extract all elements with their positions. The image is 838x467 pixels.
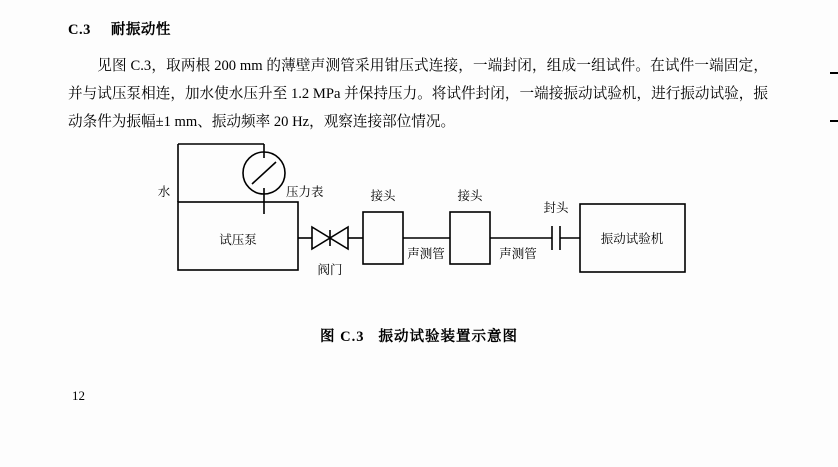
figure-caption-title: 振动试验装置示意图 bbox=[378, 329, 518, 345]
label-sonic-tube-2: 声测管 bbox=[499, 247, 537, 261]
label-joint-2: 接头 bbox=[457, 189, 483, 203]
label-vibration-machine: 振动试验机 bbox=[600, 232, 664, 246]
body-paragraph: 见图 C.3，取两根 200 mm 的薄壁声测管采用钳压式连接，一端封闭，组成一组试件。在试件一端固定，并与试压泵相连，加水使水压升至 1.2 MPa 并保持压力。将试件封闭，一端接振动试验机，进行振动试验，振动条件为振幅±1 mm、振动频率 20 Hz，观察连接部位情况。 bbox=[68, 58, 768, 130]
section-heading bbox=[68, 18, 171, 39]
page-edge-mark-middle bbox=[830, 120, 838, 122]
figure-caption bbox=[0, 325, 838, 346]
label-pressure-gauge: 压力表 bbox=[286, 185, 324, 199]
section-title: 耐振动性 bbox=[110, 22, 171, 38]
label-cap: 封头 bbox=[543, 201, 569, 215]
label-water: 水 bbox=[157, 185, 171, 199]
label-pressure-pump: 试压泵 bbox=[219, 233, 257, 247]
figure-diagram bbox=[120, 126, 720, 316]
label-sonic-tube-1: 声测管 bbox=[407, 247, 445, 261]
figure-caption-number: 图 C.3 bbox=[320, 329, 365, 345]
section-number: C.3 bbox=[68, 22, 91, 38]
label-valve: 阀门 bbox=[317, 263, 343, 277]
page-number: 12 bbox=[72, 388, 85, 403]
body-text bbox=[68, 52, 768, 136]
label-joint-1: 接头 bbox=[370, 189, 396, 203]
page-edge-mark-top bbox=[830, 72, 838, 74]
